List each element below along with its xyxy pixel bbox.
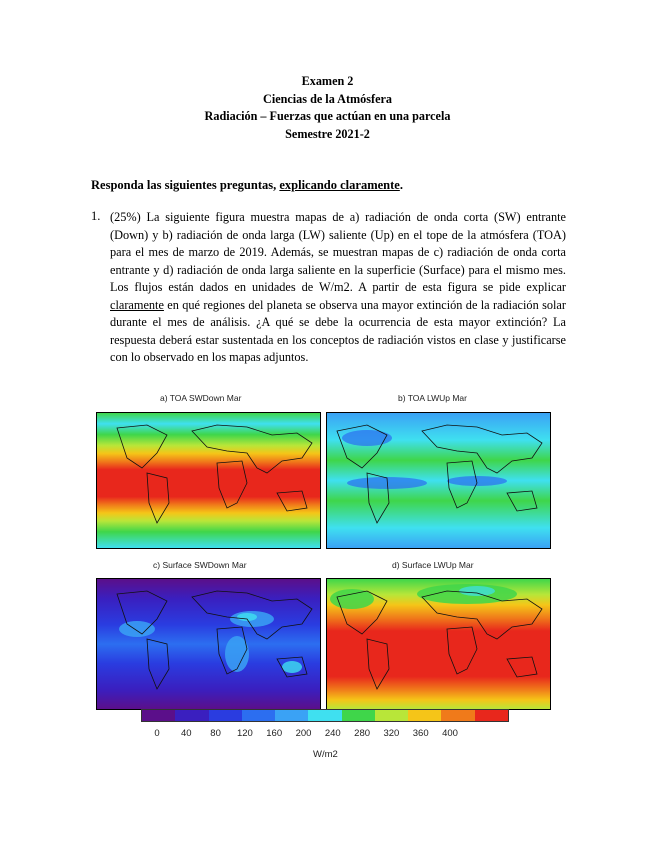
instructions [91,178,403,193]
panel-title-d: d) Surface LWUp Mar [392,560,474,570]
colorbar [141,709,509,722]
exam-title: Examen 2 [301,74,354,88]
panel-title-b: b) TOA LWUp Mar [398,393,467,403]
colorbar-swatch [209,710,242,721]
semester: Semestre 2021-2 [285,126,370,141]
colorbar-swatch [475,710,508,721]
colorbar-swatch [175,710,208,721]
exam-topic: Radiación – Fuerzas que actúan en una parcela [204,109,451,123]
instructions-prefix: Responda las siguientes preguntas, [91,178,280,192]
colorbar-tick-label: 400 [442,728,458,739]
colorbar-tick-label: 280 [354,728,371,739]
colorbar-tick-label: 160 [266,728,283,739]
colorbar-tick-label: 80 [210,728,221,739]
question-text-underlined: claramente [110,297,164,312]
colorbar-tick-label: 320 [383,728,400,739]
colorbar-tick-label: 360 [412,728,429,739]
colorbar-swatch [242,710,275,721]
map-surface-lwup-image [327,579,550,709]
colorbar-swatch [142,710,175,721]
map-toa-lwup-image [327,413,550,548]
instructions-suffix: . [399,178,403,192]
colorbar-swatch [342,710,375,721]
question-text-b: en qué regiones del planeta se observa una mayor extinción de la radiación solar durante el mes de análisis. ¿A qué se debe la ocurrencia de esta mayor extinción? La respuesta deberá estar sustentada en los conceptos de radiación vistos en clase y justificarse con lo observado en los mapas adjuntos. [110,297,566,364]
question-text-a: (25%) La siguiente figura muestra mapas de a) radiación de onda corta (SW) entrante (Down) y b) radiación de onda larga (LW) saliente (Up) en el tope de la atmósfera (TOA) para el mes de marzo de 2019. Además, se muestran mapas de c) radiación de onda corta entrante y d) radiación de onda larga saliente en la superficie (Surface) para el mismo mes. Los flujos están dados en unidades de W/m2. A partir de esta figura se pide explicar [110,210,566,294]
colorbar-tick-label: 40 [181,728,192,739]
map-toa-swdown-image [97,413,320,548]
map-surface-lwup [326,578,551,710]
colorbar-tick-label: 120 [236,728,253,739]
colorbar-swatch [408,710,441,721]
panel-title-c: c) Surface SWDown Mar [153,560,247,570]
map-surface-swdown-image [97,579,320,709]
map-toa-lwup [326,412,551,549]
question-text [110,209,566,367]
colorbar-swatch [308,710,341,721]
colorbar-swatch [441,710,474,721]
colorbar-swatch [375,710,408,721]
colorbar-swatch [275,710,308,721]
map-toa-swdown [96,412,321,549]
instructions-underlined: explicando claramente [279,178,400,192]
map-surface-swdown [96,578,321,710]
question-number: 1. [91,209,101,223]
colorbar-unit: W/m2 [313,749,338,760]
course-name: Ciencias de la Atmósfera [263,91,392,106]
colorbar-tick-label: 0 [154,728,160,739]
colorbar-tick-label: 240 [324,728,341,739]
exam-header [0,73,655,143]
panel-title-a: a) TOA SWDown Mar [160,393,242,403]
colorbar-tick-label: 200 [295,728,312,739]
